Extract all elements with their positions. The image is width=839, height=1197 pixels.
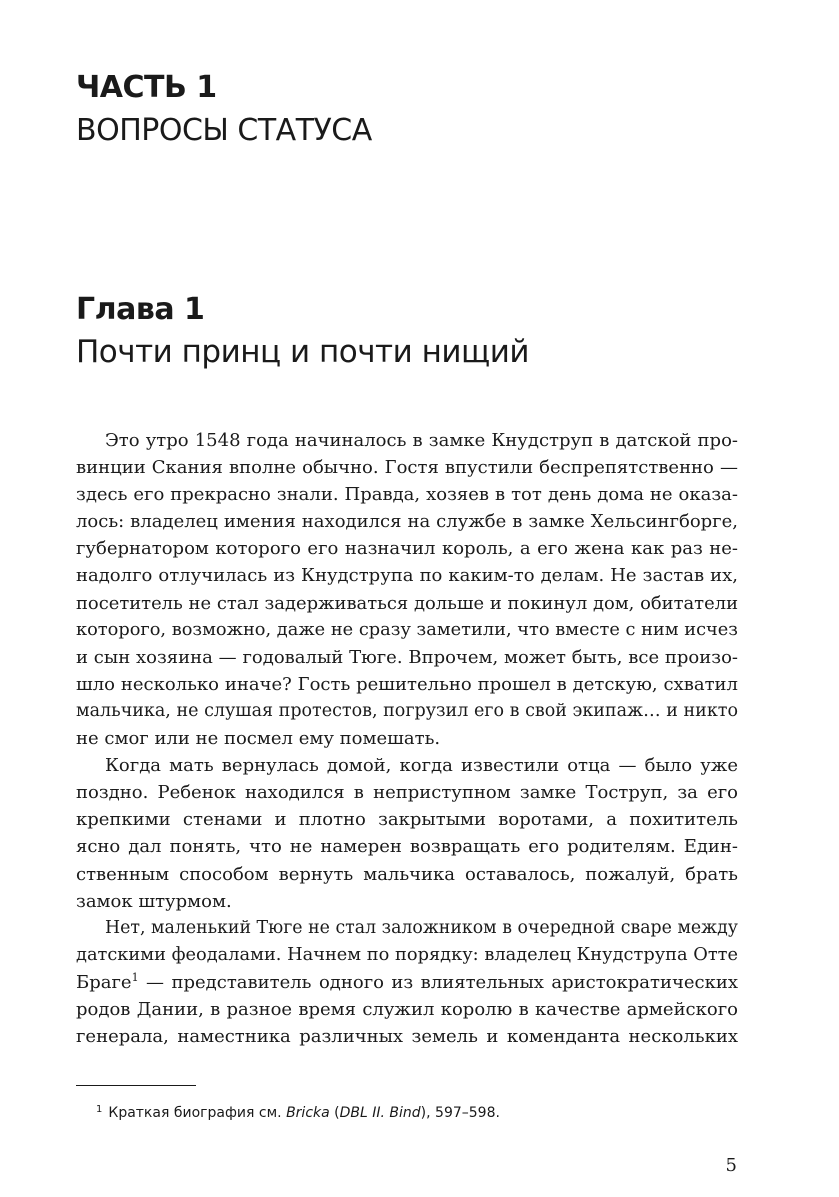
text-line: датскими феодалами. Начнем по порядку: владелец Кнудструпа Отте — [76, 944, 738, 965]
part-title: ВОПРОСЫ СТАТУСА — [76, 113, 372, 148]
footnote-text: ), 597–598. — [420, 1105, 500, 1121]
text-line: родов Дании, в разное время служил королю в качестве армейского — [76, 998, 738, 1020]
chapter-number: Глава 1 — [76, 292, 205, 327]
text-line: Нет, маленький Тюге не стал заложником в очередной сваре между — [105, 917, 738, 938]
text-line: крепкими стенами и плотно закрытыми воротами, а похититель — [76, 809, 738, 831]
text-line: надолго отлучилась из Кнудструпа по каким-то делам. Не застав их, — [76, 565, 738, 587]
text-line: которого, возможно, даже не сразу заметили, что вместе с ним исчез — [76, 619, 738, 640]
footnote-reference[interactable]: 1 — [131, 970, 139, 984]
text-line: здесь его прекрасно знали. Правда, хозяев в тот день дома не оказа- — [76, 484, 738, 506]
text-line: и сын хозяина — годовалый Тюге. Впрочем, может быть, все произо- — [76, 646, 738, 668]
text-line: лось: владелец имения находился на службе в замке Хельсингборге, — [76, 511, 738, 533]
text-line: не смог или не посмел ему помешать. — [76, 728, 441, 750]
footnote — [96, 1104, 500, 1121]
page-number: 5 — [725, 1155, 737, 1176]
text-line: Когда мать вернулась домой, когда известили отца — было уже — [105, 755, 738, 777]
text-line: ственным способом вернуть мальчика оставалось, пожалуй, брать — [76, 863, 738, 885]
footnote-divider — [76, 1085, 196, 1086]
text-line: винции Скания вполне обычно. Гостя впустили беспрепятственно — — [76, 457, 738, 479]
part-number: ЧАСТЬ 1 — [76, 70, 217, 105]
text-line: Это утро 1548 года начиналось в замке Кнудструп в датской про- — [105, 430, 738, 451]
chapter-title: Почти принц и почти нищий — [76, 334, 529, 370]
text-fragment: Браге — [76, 971, 132, 993]
text-line: губернатором которого его назначил король, а его жена как раз не- — [76, 538, 738, 560]
text-line: ясно дал понять, что не намерен возвращать его родителям. Един- — [76, 836, 738, 858]
footnote-author: Bricka — [286, 1105, 330, 1121]
footnote-source: DBL II. Bind — [339, 1105, 421, 1121]
text-fragment: — представитель одного из влиятельных аристократических — [138, 971, 738, 993]
footnote-text: Краткая биография см. — [108, 1105, 287, 1121]
footnote-text: ( — [329, 1105, 340, 1121]
text-line: шло несколько иначе? Гость решительно прошел в детскую, схватил — [76, 673, 738, 695]
text-line-with-footnote — [76, 969, 738, 996]
body-text — [76, 427, 738, 1050]
paragraph-2 — [76, 752, 738, 915]
text-line: посетитель не стал задерживаться дольше и покинул дом, обитатели — [76, 592, 738, 614]
text-line: поздно. Ребенок находился в неприступном замке Тоструп, за его — [76, 782, 738, 804]
text-line: замок штурмом. — [76, 890, 232, 912]
text-line: мальчика, не слушая протестов, погрузил его в свой экипаж… и никто — [76, 700, 738, 721]
paragraph-1 — [76, 427, 738, 752]
footnote-mark: 1 — [96, 1104, 103, 1115]
text-line: генерала, наместника различных земель и коменданта нескольких — [76, 1026, 738, 1048]
paragraph-3 — [76, 915, 738, 1050]
